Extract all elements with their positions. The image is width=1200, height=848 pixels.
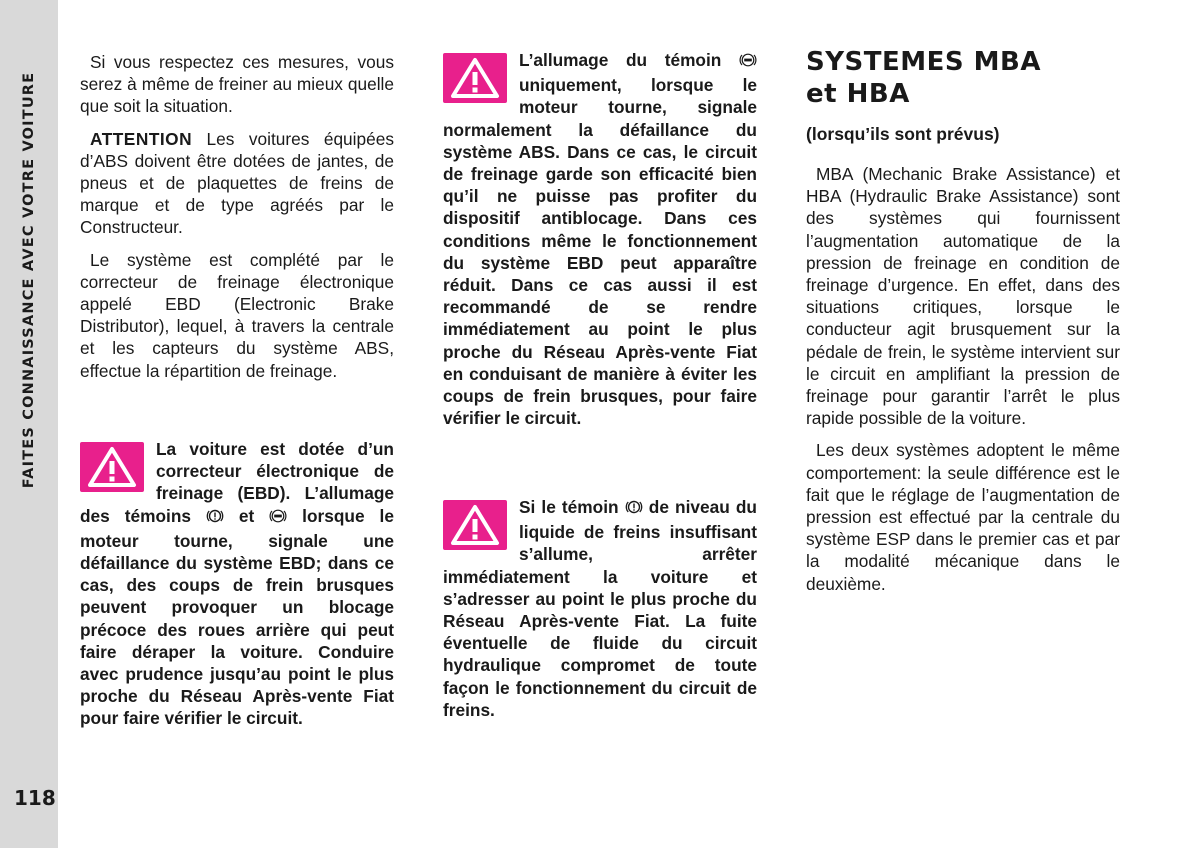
warning-triangle-icon bbox=[443, 500, 507, 550]
warning-triangle-icon bbox=[80, 442, 144, 492]
column-right bbox=[806, 46, 1120, 595]
warning-fluid-text-a: Si le témoin bbox=[519, 497, 619, 517]
section-heading bbox=[806, 46, 1120, 110]
warning-abs-text-b: uniquement, lorsque le moteur tourne, signale normalement la défaillance du système ABS. Dans ce cas, le circuit de freinage garde son efficacité bien qu’il ne puisse pas profiter du dispositif antiblocage. Dans ces conditions même le fonctionnement du système EBD peut apparaître réduit. Dans ce cas aussi il est recommandé de se rendre immédiatement au point le plus proche du Réseau Après-vente Fiat en conduisant de manière à éviter les coups de frein brusques, pour faire vérifier le circuit. bbox=[443, 75, 757, 429]
warning-ebd-text-c: et bbox=[238, 505, 255, 526]
sidebar bbox=[0, 0, 58, 848]
paragraph-attention bbox=[80, 128, 394, 239]
attention-text: Les voitures équipées d’ABS doivent être dotées de jantes, de pneus et de plaquettes de freins de marque et de type agréés par le Constructeur. bbox=[80, 128, 394, 238]
brake-warning-icon bbox=[206, 507, 224, 530]
warning-abs-text-a: L’allumage du témoin bbox=[519, 50, 722, 70]
heading-line-2: et HBA bbox=[806, 79, 910, 109]
paragraph-ebd: Le système est complété par le correcteur de freinage électronique appelé EBD (Electronic Brake Distributor), lequel, à travers la centrale et les capteurs du système ABS, effectue la répartition de freinage. bbox=[80, 249, 394, 381]
column-left bbox=[80, 51, 394, 382]
abs-warning-icon bbox=[739, 51, 757, 74]
paragraph-difference: Les deux systèmes adoptent le même comportement: la seule différence est le fait que le réglage de l’augmentation de pression est effectué par la centrale du système ESP dans le premier cas et par la modalité mécanique dans le deuxième. bbox=[806, 440, 1120, 594]
column-right-body bbox=[806, 163, 1120, 595]
section-subheading: (lorsqu’ils sont prévus) bbox=[806, 124, 1000, 144]
heading-line-1: SYSTEMES MBA bbox=[806, 47, 1041, 77]
brake-warning-icon bbox=[625, 498, 643, 521]
warning-brake-fluid bbox=[443, 496, 757, 721]
paragraph-intro: Si vous respectez ces mesures, vous serez à même de freiner au mieux quelle que soit la situation. bbox=[80, 52, 394, 117]
abs-warning-icon bbox=[269, 507, 287, 530]
attention-label: ATTENTION bbox=[90, 128, 193, 149]
warning-fluid-text-b: de niveau du liquide de freins insuffisant s’allume, arrêter immédiatement la voiture et s’adresser au point le plus proche du Réseau Après-vente Fiat. La fuite éventuelle de fluide du circuit hydraulique compromet de toute façon le fonctionnement du circuit de freins. bbox=[443, 497, 757, 720]
warning-ebd bbox=[80, 438, 394, 730]
section-title: FAITES CONNAISSANCE AVEC VOTRE VOITURE bbox=[21, 71, 37, 489]
warning-ebd-text-d: lorsque le moteur tourne, signale une défaillance du système EBD; dans ce cas, des coups de frein brusques peuvent provoquer un blocage précoce des roues arrière qui peut faire déraper la voiture. Conduire avec prudence jusqu’au point le plus proche du Réseau Après-vente Fiat pour faire vérifier le circuit. bbox=[80, 505, 394, 729]
warning-abs bbox=[443, 49, 757, 429]
warning-ebd-text-a: La voiture est dotée d’un correcteur électronique de freinage (EBD). bbox=[156, 439, 394, 504]
paragraph-mba-hba: MBA (Mechanic Brake Assistance) et HBA (Hydraulic Brake Assistance) sont des systèmes qui fournissent l’augmentation automatique de la pression de freinage en condition de freinage d’urgence. En effet, dans des situations critiques, lorsque le conducteur agit brusquement sur la pédale de frein, le système intervient sur le circuit en amplifiant la pression de freinage pour garantir l’arrêt le plus rapide possible de la voiture. bbox=[806, 164, 1120, 429]
warning-ebd-text-b: L’allumage des témoins bbox=[80, 483, 394, 526]
warning-triangle-icon bbox=[443, 53, 507, 103]
page-number: 118 bbox=[14, 786, 56, 810]
